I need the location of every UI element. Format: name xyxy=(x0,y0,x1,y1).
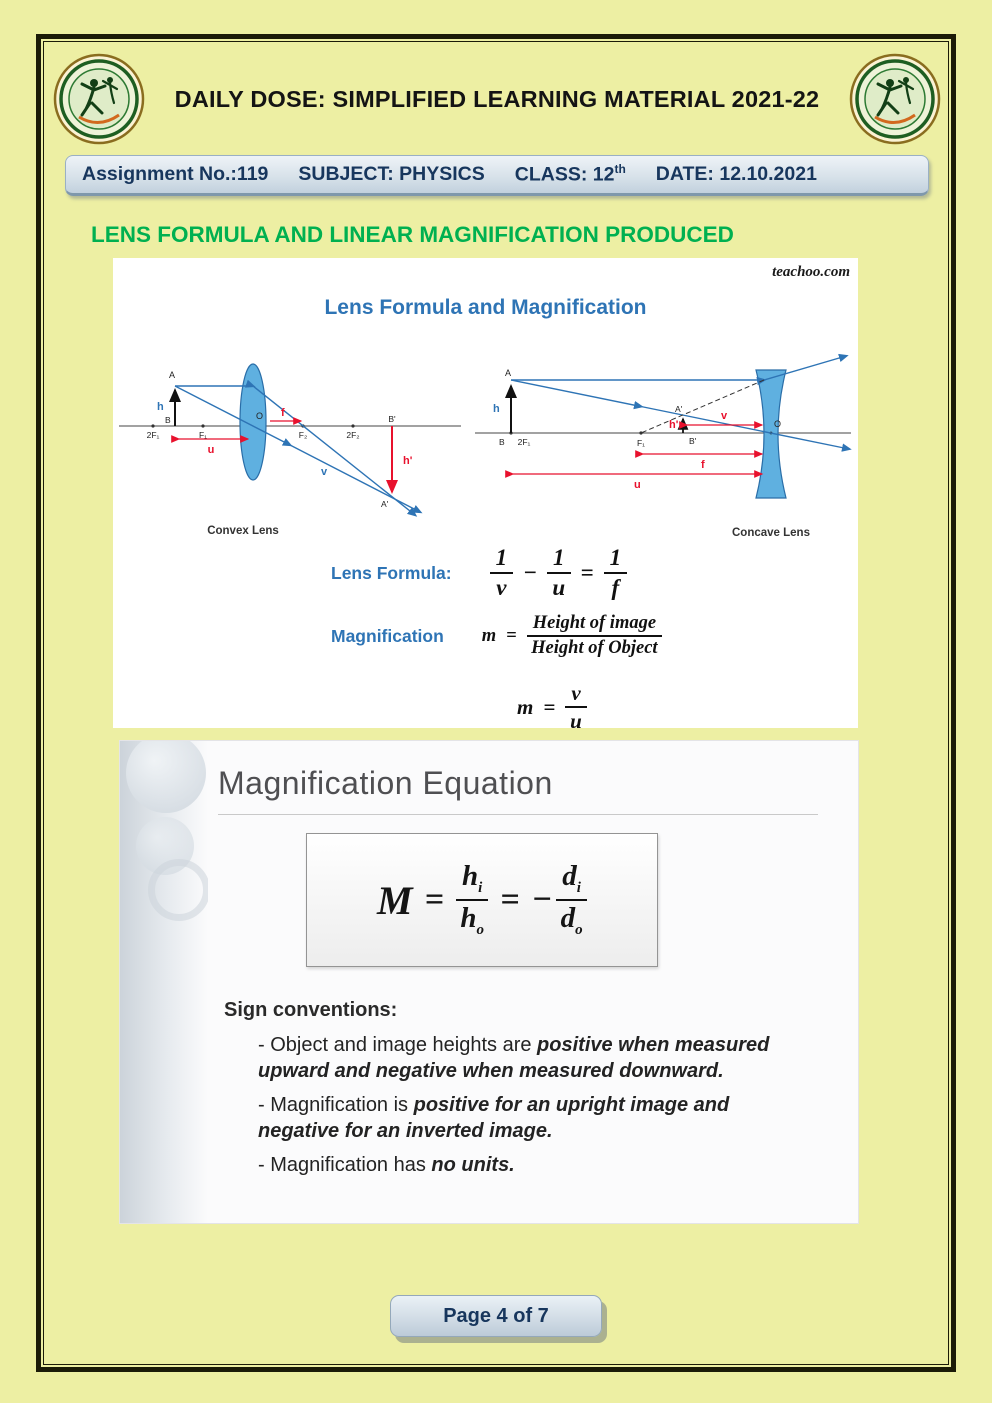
school-logo-icon xyxy=(53,53,145,145)
date-label: DATE: 12.10.2021 xyxy=(655,163,817,185)
watermark: teachoo.com xyxy=(772,264,850,280)
school-logo-icon xyxy=(849,53,941,145)
concave-label-b-prime: B' xyxy=(689,436,697,446)
magnification-label: Magnification xyxy=(331,625,444,646)
sign-conventions-heading: Sign conventions: xyxy=(224,999,398,1021)
convex-label-f2: F₂ xyxy=(298,430,308,440)
convex-label-b-prime: B' xyxy=(388,414,396,424)
concave-label-f: f xyxy=(701,459,705,471)
convex-label-o: O xyxy=(256,411,264,421)
convex-caption: Convex Lens xyxy=(207,525,279,537)
sign-bullet: - Magnification has no units. xyxy=(258,1154,515,1176)
decoration-bubble xyxy=(148,859,208,921)
document-header xyxy=(41,39,951,145)
convex-lens-diagram xyxy=(115,326,465,541)
convex-label-2f2: 2F₂ xyxy=(346,430,360,440)
subject-label: SUBJECT: PHYSICS xyxy=(298,163,485,185)
concave-label-u: u xyxy=(634,479,641,491)
page-footer xyxy=(390,1295,602,1337)
sign-conventions xyxy=(224,999,824,1186)
magnification-equation-box xyxy=(306,833,658,967)
page-number: Page 4 of 7 xyxy=(443,1304,549,1327)
decoration-bubble xyxy=(126,741,206,813)
lesson-heading: LENS FORMULA AND LINEAR MAGNIFICATION PRODUCED xyxy=(91,222,734,247)
convex-label-v: v xyxy=(321,466,328,478)
slide-title: Magnification Equation xyxy=(218,765,818,815)
page-title: DAILY DOSE: SIMPLIFIED LEARNING MATERIAL 2021-22 xyxy=(174,85,820,112)
concave-label-v: v xyxy=(721,410,728,422)
lens-formula-row xyxy=(331,546,627,600)
lens-formula-label: Lens Formula: xyxy=(331,562,452,583)
panel-title: Lens Formula and Magnification xyxy=(324,296,647,319)
convex-label-h: h xyxy=(157,401,164,413)
convex-label-a-prime: A' xyxy=(381,499,389,509)
document-frame xyxy=(36,34,956,1372)
concave-label-a: A xyxy=(504,368,512,378)
lens-formula-panel xyxy=(113,258,858,734)
convex-label-a: A xyxy=(168,370,176,380)
lens-formula-equation: $\frac{1}{v}$ − $\frac{1}{u}$ = $\frac{1}{f}$ xyxy=(490,546,628,600)
magnification-ratio-row xyxy=(517,682,587,732)
concave-label-h-prime: h' xyxy=(669,419,679,431)
convex-label-f1: F₁ xyxy=(198,430,208,440)
concave-lens-diagram xyxy=(471,328,856,543)
convex-label-b: B xyxy=(165,415,171,425)
magnification-row xyxy=(331,614,662,659)
assignment-info-bar xyxy=(65,155,929,196)
concave-label-h: h xyxy=(493,403,500,415)
magnification-equation: m = $\frac{\text{Height of image}}{\text{Height of Object}}$ xyxy=(482,614,662,659)
concave-label-f1: F₁ xyxy=(636,438,646,448)
magnification-ratio-equation: m = $\frac{v}{u}$ xyxy=(517,682,587,732)
sign-bullet: - Magnification is positive for an upright image and negative for an inverted image. xyxy=(258,1094,730,1142)
concave-caption: Concave Lens xyxy=(732,527,810,539)
magnification-equation-formula: M = $\frac{h_i}{h_o}$ = − $\frac{d_i}{d_o}$ xyxy=(377,861,587,938)
sign-conventions-list xyxy=(258,1032,814,1178)
assignment-number: Assignment No.:119 xyxy=(82,163,269,185)
convex-label-h-prime: h' xyxy=(403,455,413,467)
magnification-slide xyxy=(119,740,859,1224)
convex-label-u: u xyxy=(207,444,215,456)
convex-label-2f1: 2F₁ xyxy=(146,430,160,440)
slide-decoration xyxy=(120,741,208,1223)
concave-label-o: O xyxy=(774,419,782,429)
class-label: CLASS: 12th xyxy=(514,162,626,186)
concave-label-a-prime: A' xyxy=(675,404,683,414)
concave-label-b: B xyxy=(499,437,505,447)
convex-label-f: f xyxy=(281,407,285,419)
sign-bullet: - Object and image heights are positive when measured upward and negative when measured downward. xyxy=(258,1034,770,1082)
concave-label-2f1: 2F₁ xyxy=(517,437,531,447)
